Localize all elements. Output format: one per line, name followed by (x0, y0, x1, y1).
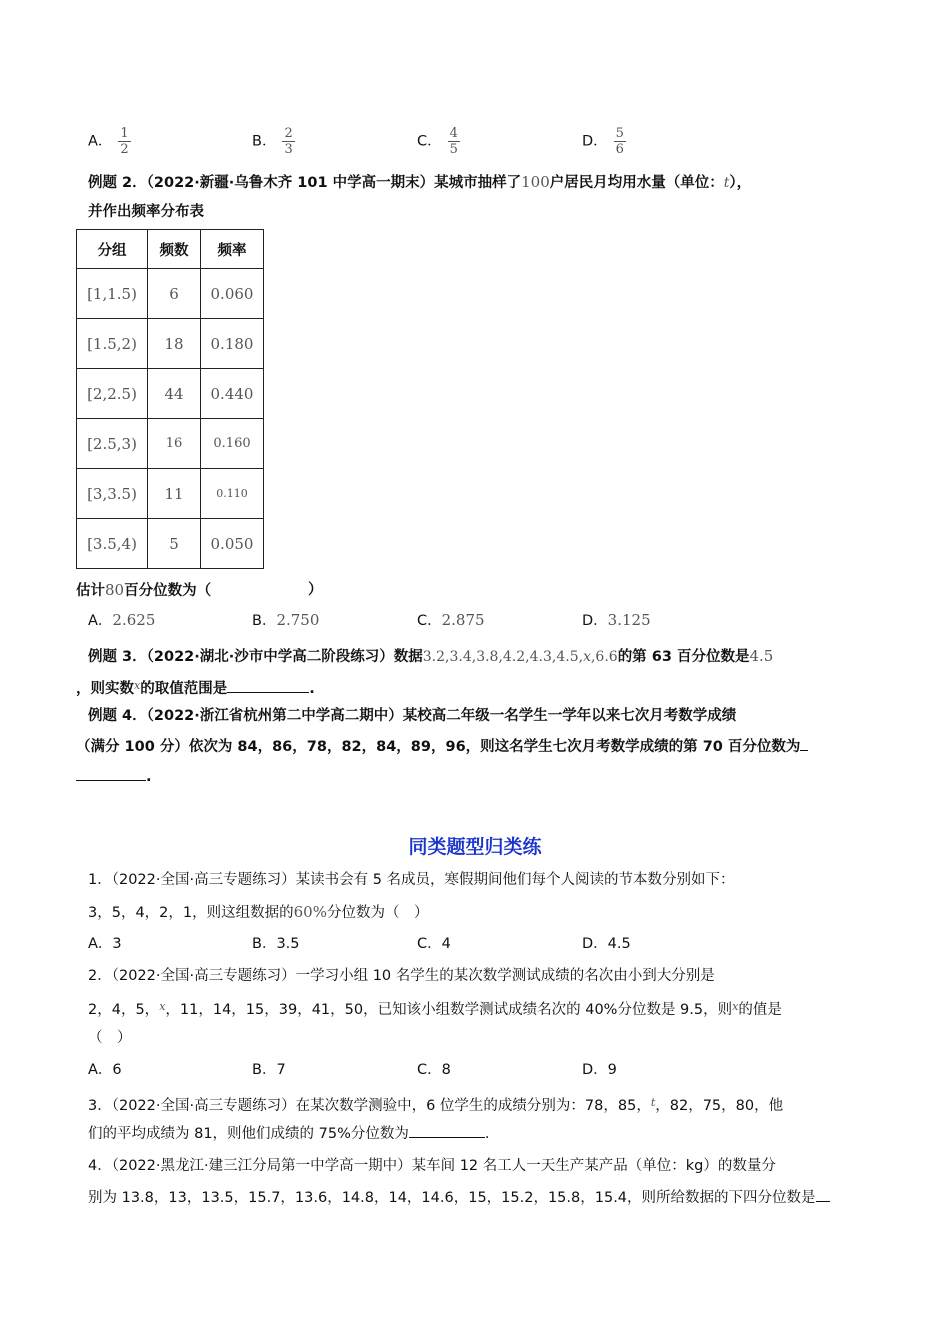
p3-line1-prefix: 3．（2022·全国·高三专题练习）在某次数学测验中，6 位学生的成绩分别为：78，85， (88, 1098, 651, 1114)
table-row (77, 369, 264, 419)
p2-option-d[interactable]: D．9 (582, 1062, 617, 1078)
ex2-option-d[interactable] (582, 610, 651, 631)
q1-option-c-label: C． (417, 133, 442, 150)
p3-line1-suffix: ，82，75，80，他 (655, 1098, 784, 1114)
q1-options-row (0, 122, 950, 156)
p1-line2-text (88, 902, 428, 923)
q1-option-b[interactable] (252, 126, 295, 157)
cell-group: [1,1.5) (77, 269, 148, 319)
p2-line2-mid: ，11，14，15，39，41，50，已知该小组数学测试成绩名次的 40%分位数是 9.5，则 (165, 1002, 733, 1018)
frequency-table (76, 229, 264, 569)
ex3-mid: 的第 63 百分位数是 (617, 649, 750, 665)
q1-option-c-numerator: 4 (449, 126, 458, 141)
ex2-est-prefix: 估计 (76, 583, 105, 599)
q1-option-c[interactable] (417, 126, 460, 157)
q1-option-a-label: A． (88, 133, 113, 150)
ex3-line2-suffix: 的取值范围是 (140, 681, 228, 697)
ex3-value: 4.5 (749, 647, 774, 665)
cell-group: [1.5,2) (77, 319, 148, 369)
table-row (77, 519, 264, 569)
ex3-data-end: ,6.6 (590, 649, 618, 665)
p2-line2-text (88, 997, 782, 1020)
ex3-line2-text (76, 676, 315, 699)
ex2-line1-text (88, 172, 751, 193)
answer-blank[interactable] (409, 1123, 485, 1138)
ex2-est-close: ） (308, 582, 323, 598)
cell-group: [3.5,4) (77, 519, 148, 569)
p2-option-b[interactable]: B．7 (252, 1062, 286, 1078)
p3-line2-end: . (484, 1126, 490, 1142)
q1-option-a-denominator: 2 (120, 142, 129, 157)
cell-count: 5 (148, 519, 201, 569)
ex4-line1-text: 例题 4．（2022·浙江省杭州第二中学高二期中）某校高二年级一名学生一学年以来七次月考数学成绩 (88, 708, 737, 724)
ex2-option-c-label: C． (417, 613, 442, 629)
p2-line2-suffix: 的值是 (738, 1002, 782, 1018)
ex2-option-a-label: A． (88, 613, 113, 629)
ex2-est-percentile: 80 (105, 581, 125, 599)
ex2-option-c[interactable] (417, 610, 485, 631)
q1-option-d-fraction (614, 126, 626, 157)
answer-blank[interactable] (816, 1187, 830, 1202)
cell-frequency: 0.440 (201, 369, 264, 419)
ex2-option-b-value: 2.750 (276, 611, 320, 629)
p1-option-d[interactable]: D．4.5 (582, 936, 631, 952)
ex2-option-a-value: 2.625 (112, 611, 156, 629)
ex3-variable-x-2: x (134, 679, 141, 692)
q1-option-a-numerator: 1 (120, 126, 129, 141)
ex3-data: 3.2,3.4,3.8,4.2,4.3,4.5, (422, 649, 584, 665)
p2-line2-prefix: 2，4，5， (88, 1002, 160, 1018)
table-row (77, 269, 264, 319)
p1-option-a[interactable]: A．3 (88, 936, 122, 952)
q1-option-d-denominator: 6 (615, 142, 624, 157)
ex4-line2-content: （满分 100 分）依次为 84，86，78，82，84，89，96，则这名学生七次月考数学成绩的第 70 百分位数为 (76, 739, 801, 755)
cell-frequency: 0.050 (201, 519, 264, 569)
ex3-line2-prefix: ，则实数 (76, 681, 134, 697)
p2-variable-x-2: x (732, 1000, 739, 1013)
ex2-option-d-label: D． (582, 613, 608, 629)
header-count: 频数 (148, 230, 201, 269)
cell-count: 6 (148, 269, 201, 319)
cell-count: 11 (148, 469, 201, 519)
cell-count: 16 (148, 419, 201, 469)
p3-variable-t: t (650, 1096, 656, 1109)
cell-group: [3,3.5) (77, 469, 148, 519)
ex2-option-b[interactable] (252, 610, 319, 631)
p1-line2-suffix: 分位数为（ ） (326, 905, 429, 921)
answer-blank[interactable] (76, 766, 146, 781)
p2-option-c[interactable]: C．8 (417, 1062, 451, 1078)
ex3-line1-text (88, 646, 773, 667)
q1-option-a[interactable] (88, 126, 131, 157)
cell-frequency: 0.180 (201, 319, 264, 369)
header-frequency: 频率 (201, 230, 264, 269)
p1-line1-text: 1．（2022·全国·高三专题练习）某读书会有 5 名成员，寒假期间他们每个人阅读的节本数分别如下： (88, 872, 735, 888)
p3-line2-text (88, 1123, 490, 1144)
p1-option-c[interactable]: C．4 (417, 936, 451, 952)
table-row (77, 419, 264, 469)
ex4-line3-end: . (146, 769, 152, 785)
ex2-estimate-text (76, 580, 211, 601)
ex2-line2-text: 并作出频率分布表 (88, 204, 204, 220)
cell-frequency: 0.060 (201, 269, 264, 319)
cell-group: [2.5,3) (77, 419, 148, 469)
p2-variable-x: x (159, 1000, 166, 1013)
ex2-option-a[interactable] (88, 610, 155, 631)
ex3-line2-end: . (309, 681, 315, 697)
ex2-est-suffix: 百分位数为（ (124, 583, 212, 599)
ex2-end: ）， (729, 175, 752, 191)
p1-percent: 60% (293, 903, 327, 921)
q1-option-c-fraction (448, 126, 460, 157)
q1-option-d-label: D． (582, 133, 608, 150)
p4-line2-content: 别为 13.8，13，13.5，15.7，13.6，14.8，14，14.6，15，15.2，15.8，15.4，则所给数据的下四分位数是 (88, 1190, 816, 1206)
ex2-option-d-value: 3.125 (607, 611, 651, 629)
answer-blank[interactable] (227, 678, 309, 693)
p4-line2-text (88, 1187, 830, 1208)
p3-line2-prefix: 们的平均成绩为 81，则他们成绩的 75%分位数为 (88, 1126, 409, 1142)
ex3-variable-x: x (583, 649, 591, 665)
ex2-unit: t (723, 175, 730, 191)
q1-option-b-numerator: 2 (284, 126, 293, 141)
ex2-mid: 户居民月均用水量（单位： (549, 175, 724, 191)
table-header-row (77, 230, 264, 269)
ex2-option-c-value: 2.875 (441, 611, 485, 629)
p3-line1-text (88, 1093, 783, 1116)
header-group: 分组 (77, 230, 148, 269)
p2-option-a[interactable]: A．6 (88, 1062, 122, 1078)
cell-count: 44 (148, 369, 201, 419)
q1-option-b-fraction (282, 126, 294, 157)
ex3-prefix: 例题 3．（2022·湖北·沙市中学高二阶段练习）数据 (88, 649, 423, 665)
ex4-line2-text (76, 736, 808, 757)
p4-line1-text: 4．（2022·黑龙江·建三江分局第一中学高一期中）某车间 12 名工人一天生产某产品（单位：kg）的数量分 (88, 1158, 776, 1174)
table-row (77, 319, 264, 369)
answer-blank-start[interactable] (800, 736, 808, 751)
q1-option-b-label: B． (252, 133, 277, 150)
q1-option-b-denominator: 3 (284, 142, 293, 157)
q1-option-c-denominator: 5 (449, 142, 458, 157)
p1-option-b[interactable]: B．3.5 (252, 936, 300, 952)
q1-option-d-numerator: 5 (615, 126, 624, 141)
p2-line3-text: （ ） (88, 1030, 132, 1046)
ex2-prefix: 例题 2．（2022·新疆·乌鲁木齐 101 中学高一期末）某城市抽样了 (88, 175, 522, 191)
q1-option-a-fraction (118, 126, 130, 157)
q1-option-d[interactable] (582, 126, 626, 157)
cell-frequency: 0.160 (201, 419, 264, 469)
ex2-option-b-label: B． (252, 613, 277, 629)
section-title: 同类题型归类练 (408, 836, 542, 858)
table-row (77, 469, 264, 519)
p1-line2-prefix: 3，5，4，2，1，则这组数据的 (88, 905, 294, 921)
cell-frequency: 0.110 (201, 469, 264, 519)
ex2-sample-size: 100 (521, 173, 550, 191)
p2-line1-text: 2．（2022·全国·高三专题练习）一学习小组 10 名学生的某次数学测试成绩的名次由小到大分别是 (88, 968, 715, 984)
ex4-line3-text (76, 766, 152, 787)
cell-group: [2,2.5) (77, 369, 148, 419)
cell-count: 18 (148, 319, 201, 369)
